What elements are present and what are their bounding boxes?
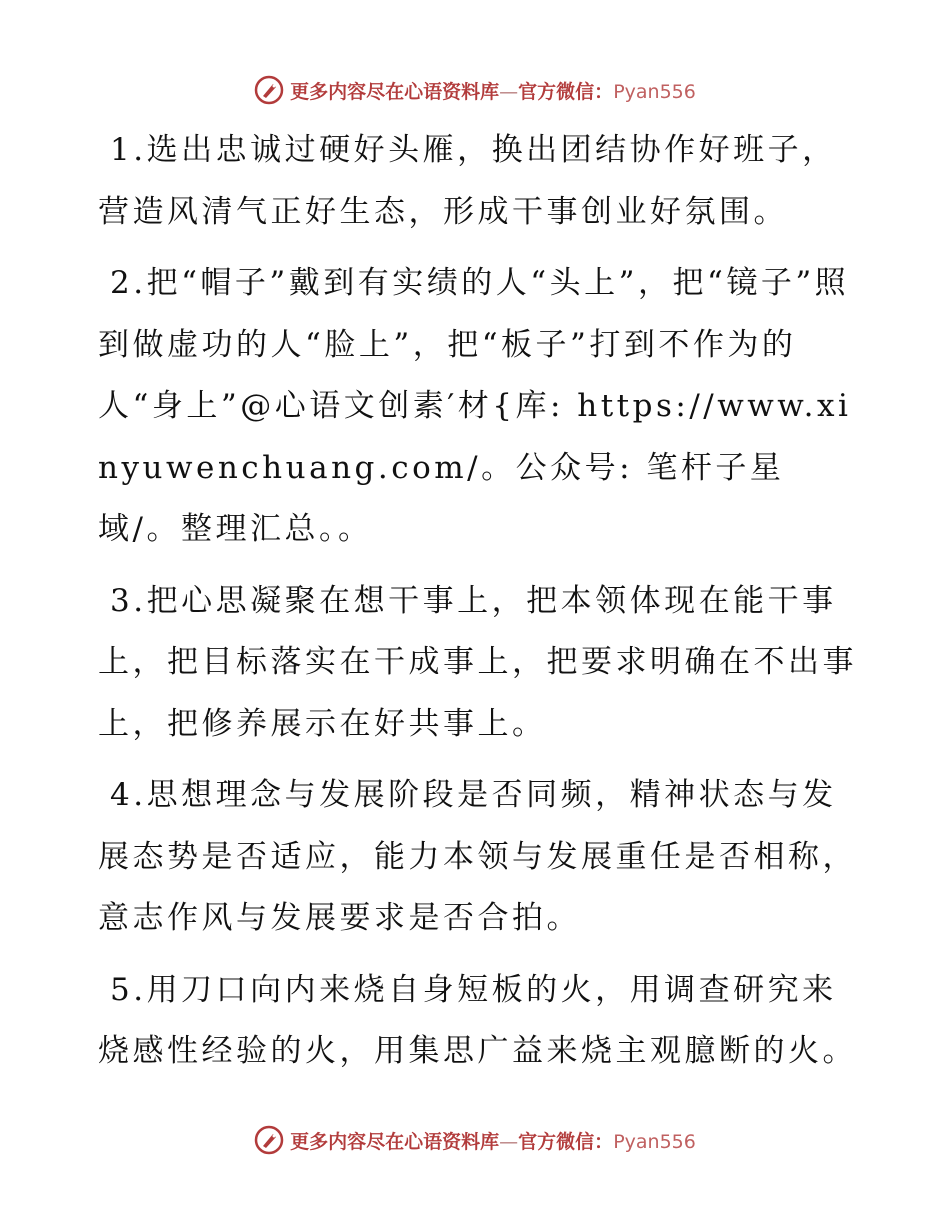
header-banner-main: 更多内容尽在心语资料库 [290, 80, 500, 103]
document-body [98, 120, 858, 1093]
header-banner-text [290, 77, 696, 104]
header-banner-dash: — [499, 80, 519, 103]
header-banner-wechat-label: 官方微信： [518, 80, 614, 103]
header-banner-wechat-id: Pyan556 [613, 80, 696, 103]
footer-banner-main: 更多内容尽在心语资料库 [290, 1130, 500, 1153]
pen-nib-logo-icon [254, 75, 284, 105]
pen-nib-logo-icon [254, 1125, 284, 1155]
paragraph-2: 2.把“帽子”戴到有实绩的人“头上”，把“镜子”照到做虚功的人“脸上”，把“板子”打到不作为的人“身上”@心语文创素′材{库: https://www.xinyuwenchuang.com/。公众号: 笔杆子星域/。整理汇总。。 [98, 265, 852, 547]
paragraph-1: 1.选出忠诚过硬好头雁，换出团结协作好班子，营造风清气正好生态，形成干事创业好氛围。 [98, 132, 837, 230]
paragraph-4: 4.思想理念与发展阶段是否同频，精神状态与发展态势是否适应，能力本领与发展重任是否相称，意志作风与发展要求是否合拍。 [98, 777, 857, 936]
paragraph-5: 5.用刀口向内来烧自身短板的火，用调查研究来烧感性经验的火，用集思广益来烧主观臆断的火。 [98, 971, 857, 1069]
footer-banner-wechat-label: 官方微信： [518, 1130, 614, 1153]
header-banner [0, 70, 950, 110]
footer-banner-dash: — [499, 1130, 519, 1153]
footer-banner-text [290, 1127, 696, 1154]
footer-banner [0, 1120, 950, 1160]
footer-banner-wechat-id: Pyan556 [613, 1130, 696, 1153]
paragraph-3: 3.把心思凝聚在想干事上，把本领体现在能干事上，把目标落实在干成事上，把要求明确在不出事上，把修养展示在好共事上。 [98, 582, 857, 742]
